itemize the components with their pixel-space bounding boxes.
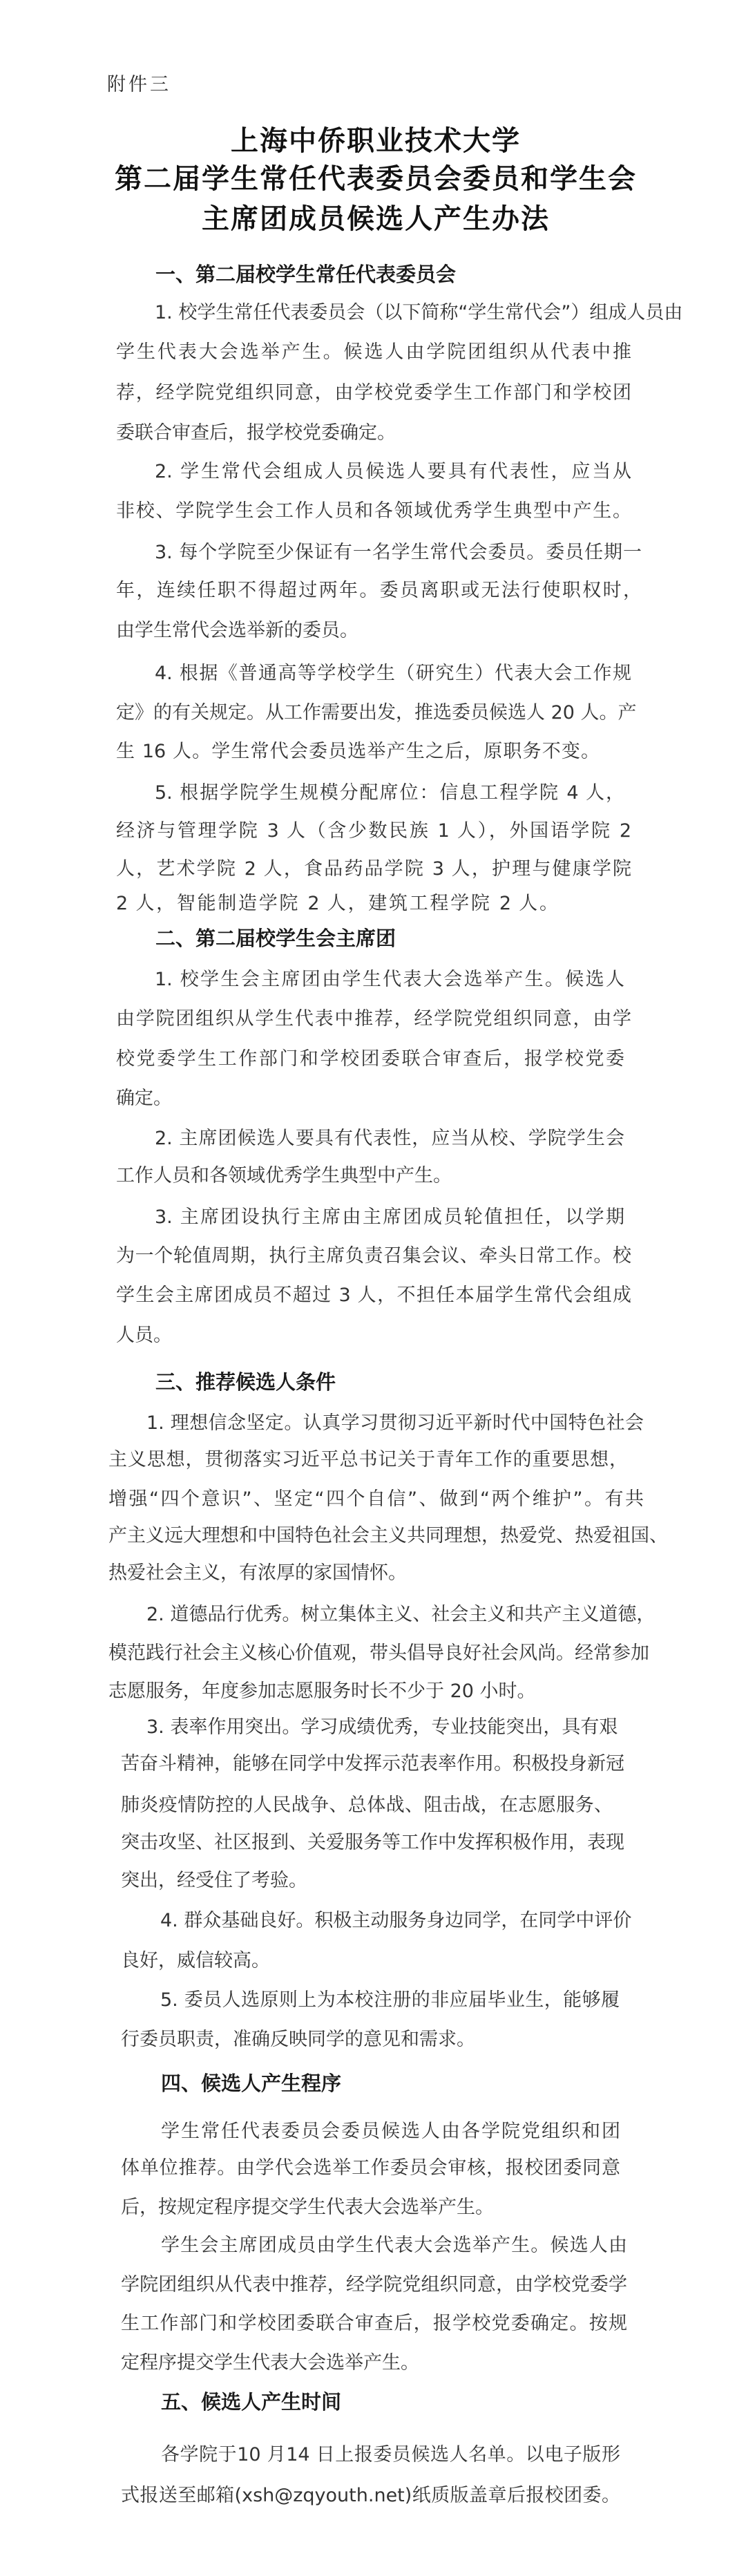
text-line: 1. 校学生会主席团由学生代表大会选举产生。候选人: [155, 969, 624, 990]
text-line: 定程序提交学生代表大会选举产生。: [121, 2352, 419, 2374]
text-line: 3. 表率作用突出。学习成绩优秀，专业技能突出，具有艰: [146, 1716, 618, 1738]
section-heading-5: 五、候选人产生时间: [161, 2390, 342, 2414]
text-line: 2. 道德品行优秀。树立集体主义、社会主义和共产主义道德，: [146, 1604, 656, 1625]
text-line: 良好，威信较高。: [121, 1950, 270, 1971]
text-line: 学生会主席团成员由学生代表大会选举产生。候选人由: [161, 2235, 627, 2256]
text-line: 经济与管理学院 3 人（含少数民族 1 人），外国语学院 2: [116, 820, 631, 842]
section-heading-4: 四、候选人产生程序: [161, 2072, 342, 2095]
text-line: 生工作部门和学校团委联合审查后，报学校党委确定。按规: [121, 2313, 627, 2334]
section-heading-2: 二、第二届校学生会主席团: [155, 927, 396, 950]
text-line: 产主义远大理想和中国特色社会主义共同理想，热爱党、热爱祖国、: [108, 1525, 668, 1546]
text-line: 由学生常代会选举新的委员。: [116, 620, 358, 641]
text-line: 1. 理想信念坚定。认真学习贯彻习近平新时代中国特色社会: [146, 1412, 644, 1434]
text-line: 4. 群众基础良好。积极主动服务身边同学，在同学中评价: [160, 1910, 632, 1931]
text-line: 2. 主席团候选人要具有代表性，应当从校、学院学生会: [155, 1128, 624, 1149]
text-line: 肺炎疫情防控的人民战争、总体战、阻击战，在志愿服务、: [121, 1794, 613, 1816]
title-line-2: 第二届学生常任代表委员会委员和学生会: [115, 162, 637, 195]
text-line: 学生代表大会选举产生。候选人由学院团组织从代表中推: [116, 341, 631, 363]
text-line: 主义思想，贯彻落实习近平总书记关于青年工作的重要思想，: [108, 1449, 628, 1470]
text-line: 行委员职责，准确反映同学的意见和需求。: [121, 2029, 475, 2050]
text-line: 非校、学院学生会工作人员和各领域优秀学生典型中产生。: [116, 500, 631, 522]
text-line: 学生会主席团成员不超过 3 人，不担任本届学生常代会组成: [116, 1285, 631, 1306]
text-line: 5. 根据学院学生规模分配席位：信息工程学院 4 人，: [155, 782, 624, 804]
text-line: 突击攻坚、社区报到、关爱服务等工作中发挥积极作用，表现: [121, 1832, 624, 1853]
text-line: 确定。: [116, 1088, 172, 1109]
text-line: 式报送至邮箱(xsh@zqyouth.net)纸质版盖章后报校团委。: [121, 2485, 620, 2506]
text-line: 定》的有关规定。从工作需要出发，推选委员候选人 20 人。产: [116, 702, 637, 723]
section-heading-3: 三、推荐候选人条件: [155, 1370, 336, 1394]
text-line: 委联合审查后，报学校党委确定。: [116, 422, 396, 444]
text-line: 年，连续任职不得超过两年。委员离职或无法行使职权时，: [116, 580, 642, 601]
text-line: 3. 每个学院至少保证有一名学生常代会委员。委员任期一: [155, 542, 642, 563]
text-line: 校党委学生工作部门和学校团委联合审查后，报学校党委: [116, 1048, 624, 1070]
text-line: 各学院于10 月14 日上报委员候选人名单。以电子版形: [161, 2444, 620, 2465]
text-line: 苦奋斗精神，能够在同学中发挥示范表率作用。积极投身新冠: [121, 1753, 624, 1774]
text-line: 工作人员和各领域优秀学生典型中产生。: [116, 1165, 452, 1186]
text-line: 由学院团组织从学生代表中推荐，经学院党组织同意，由学: [116, 1008, 631, 1030]
text-line: 学院团组织从代表中推荐，经学院党组织同意，由学校党委学: [121, 2274, 627, 2295]
text-line: 生 16 人。学生常代会委员选举产生之后，原职务不变。: [116, 741, 600, 762]
text-line: 增强“四个意识”、坚定“四个自信”、做到“两个维护”。有共: [108, 1488, 644, 1510]
text-line: 1. 校学生常任代表委员会（以下简称“学生常代会”）组成人员由: [155, 302, 683, 323]
text-line: 人，艺术学院 2 人，食品药品学院 3 人，护理与健康学院: [116, 858, 631, 880]
text-line: 5. 委员人选原则上为本校注册的非应届毕业生，能够履: [160, 1989, 620, 2011]
text-line: 荐，经学院党组织同意，由学校党委学生工作部门和学校团: [116, 382, 631, 404]
text-line: 3. 主席团设执行主席由主席团成员轮值担任，以学期: [155, 1206, 624, 1228]
text-line: 体单位推荐。由学代会选举工作委员会审核，报校团委同意: [121, 2157, 620, 2179]
text-line: 为一个轮值周期，执行主席负责召集会议、牵头日常工作。校: [116, 1245, 631, 1267]
text-line: 人员。: [116, 1325, 172, 1346]
text-line: 2 人，智能制造学院 2 人，建筑工程学院 2 人。: [116, 893, 558, 914]
section-heading-1: 一、第二届校学生常任代表委员会: [155, 263, 457, 286]
attachment-label: 附件三: [107, 74, 171, 95]
text-line: 志愿服务，年度参加志愿服务时长不少于 20 小时。: [108, 1680, 536, 1702]
text-line: 后，按规定程序提交学生代表大会选举产生。: [121, 2197, 494, 2218]
title-line-1: 上海中侨职业技术大学: [231, 124, 521, 157]
text-line: 4. 根据《普通高等学校学生（研究生）代表大会工作规: [155, 663, 631, 684]
text-line: 2. 学生常代会组成人员候选人要具有代表性，应当从: [155, 461, 631, 482]
text-line: 突出，经受住了考验。: [121, 1870, 307, 1891]
title-line-3: 主席团成员候选人产生办法: [202, 202, 550, 235]
text-line: 热爱社会主义，有浓厚的家国情怀。: [108, 1562, 407, 1584]
text-line: 模范践行社会主义核心价值观，带头倡导良好社会风尚。经常参加: [108, 1642, 649, 1664]
text-line: 学生常任代表委员会委员候选人由各学院党组织和团: [161, 2121, 620, 2142]
